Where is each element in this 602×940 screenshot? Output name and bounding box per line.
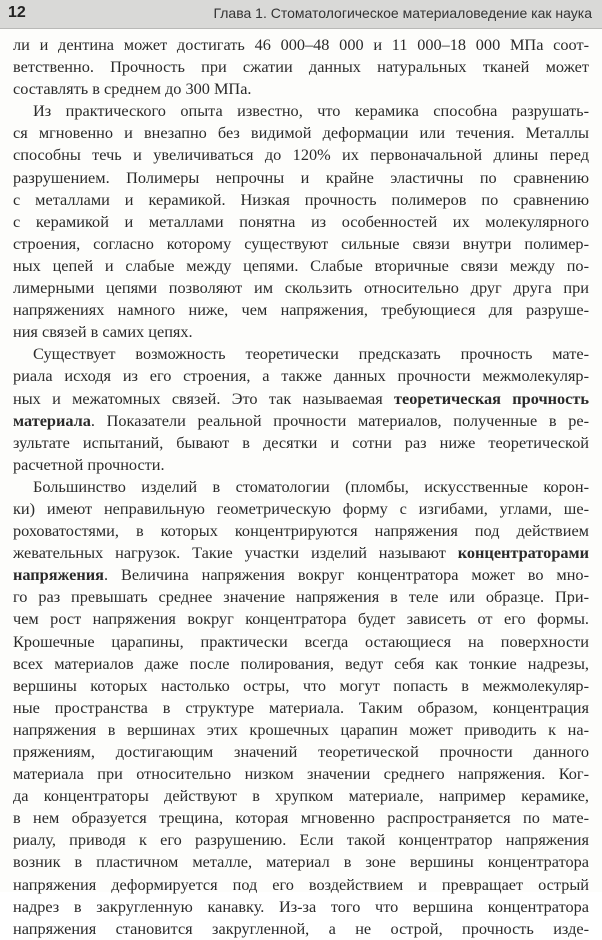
text-line: расчетной прочности. bbox=[13, 454, 165, 474]
text-line: риала исходя из его строения, а также данных прочности межмолекуляр- bbox=[13, 366, 589, 386]
paragraph bbox=[13, 100, 589, 343]
text-line: ветственно. Прочность при сжатии данных натуральных тканей может bbox=[13, 57, 589, 77]
text-line: лимерными цепями позволяют им скользить относительно друг друга при bbox=[13, 278, 589, 298]
text-line: роховатостями, в которых концентрируются напряжения под действием bbox=[13, 521, 589, 541]
paragraph bbox=[13, 476, 589, 940]
text-line: риалу, приводя к его разрушению. Если такой концентратор напряжения bbox=[13, 830, 589, 850]
bold-term: материала bbox=[13, 410, 91, 430]
text-run: . Величина напряжения вокруг концентратора может во мно- bbox=[103, 565, 589, 585]
page-number: 12 bbox=[8, 4, 26, 21]
text-line: вершины которых настолько остры, что могут попасть в межмолекуляр- bbox=[13, 675, 589, 695]
text-line: напряжения становится закругленной, а не острой, прочность изде- bbox=[13, 918, 589, 938]
body-text bbox=[13, 34, 589, 940]
text-line: материала при относительно низком значении среднего напряжения. Ког- bbox=[13, 764, 589, 784]
text-line: ки) имеют неправильную геометрическую форму с изгибами, углами, ше- bbox=[13, 498, 589, 518]
text-line: напряжениях намного ниже, чем напряжения, требующиеся для разруше- bbox=[13, 300, 589, 320]
paragraph bbox=[13, 343, 589, 476]
text-line: разрушением. Полимеры непрочны и крайне эластичны по сравнению bbox=[13, 167, 589, 187]
text-line: Крошечные царапины, практически всегда остающиеся на поверхности bbox=[13, 631, 589, 651]
text-run: . Показатели реальной прочности материалов, полученные в ре- bbox=[90, 410, 589, 430]
text-line: всех материалов даже после полирования, ведут себя как тонкие надрезы, bbox=[13, 653, 589, 673]
bold-term: напряжения bbox=[13, 565, 104, 585]
text-line: Существует возможность теоретически предсказать прочность мате- bbox=[33, 344, 589, 364]
text-line: с металлами и керамикой. Низкая прочность полимеров по сравнению bbox=[13, 189, 589, 209]
text-line-with-term bbox=[13, 542, 589, 564]
text-line: Большинство изделий в стоматологии (пломбы, искусственные корон- bbox=[33, 476, 589, 496]
text-run: ных и межатомных связей. Это так называемая bbox=[13, 388, 395, 408]
text-line: ли и дентина может достигать 46 000–48 000 и 11 000–18 000 МПа соот- bbox=[13, 35, 589, 54]
paragraph bbox=[13, 34, 589, 100]
text-line: да концентраторы действуют в хрупком материале, например керамике, bbox=[13, 786, 589, 806]
text-line: ных цепей и слабые между цепями. Слабые вторичные связи между по- bbox=[13, 255, 589, 275]
text-line: зультате испытаний, бывают в десятки и сотни раз ниже теоретической bbox=[13, 432, 589, 452]
bold-term: теоретическая прочность bbox=[394, 388, 589, 408]
text-line-with-term bbox=[13, 564, 589, 586]
text-line: Из практического опыта известно, что керамика способна разрушать- bbox=[33, 101, 589, 121]
running-head: Глава 1. Стоматологическое материаловедение как наука bbox=[213, 5, 592, 21]
text-line: способны течь и увеличиваться до 120% их первоначальной длины перед bbox=[13, 145, 589, 165]
text-line-with-term bbox=[13, 410, 589, 432]
text-line: пряжениям, достигающим значений теоретической прочности данного bbox=[13, 742, 589, 761]
text-run: жевательных нагрузок. Такие участки изделий называют bbox=[13, 543, 458, 563]
page-header bbox=[0, 0, 602, 29]
bold-term: концентраторами bbox=[457, 543, 589, 563]
text-line: строения, согласно которому существуют сильные связи внутри полимер- bbox=[13, 233, 589, 253]
text-line: возник в пластичном металле, материал в зоне вершины концентратора bbox=[13, 852, 589, 872]
text-line: составлять в среднем до 300 МПа. bbox=[13, 79, 252, 99]
text-line: в нем образуется трещина, которая мгновенно распространяется по мате- bbox=[13, 808, 589, 828]
text-line: ния связей в самих цепях. bbox=[13, 322, 193, 342]
text-line: с керамикой и металлами понятна из особенностей их молекулярного bbox=[13, 211, 589, 231]
text-line: ные пространства в структуре материала. Таким образом, концентрация bbox=[13, 697, 589, 717]
text-line: го раз превышать среднее значение напряжения в теле или образце. При- bbox=[13, 587, 589, 607]
text-line: чем рост напряжения вокруг концентратора будет зависеть от его формы. bbox=[13, 609, 589, 629]
text-line: напряжения в вершинах этих крошечных царапин может приводить к на- bbox=[13, 719, 589, 739]
text-line: ся мгновенно и внезапно без видимой деформации или течения. Металлы bbox=[13, 123, 589, 143]
text-line: надрез в закругленную канавку. Из-за того что вершина концентратора bbox=[13, 896, 589, 916]
text-line: напряжения деформируется под его воздействием и превращает острый bbox=[13, 874, 589, 894]
text-line-with-term bbox=[13, 388, 589, 410]
